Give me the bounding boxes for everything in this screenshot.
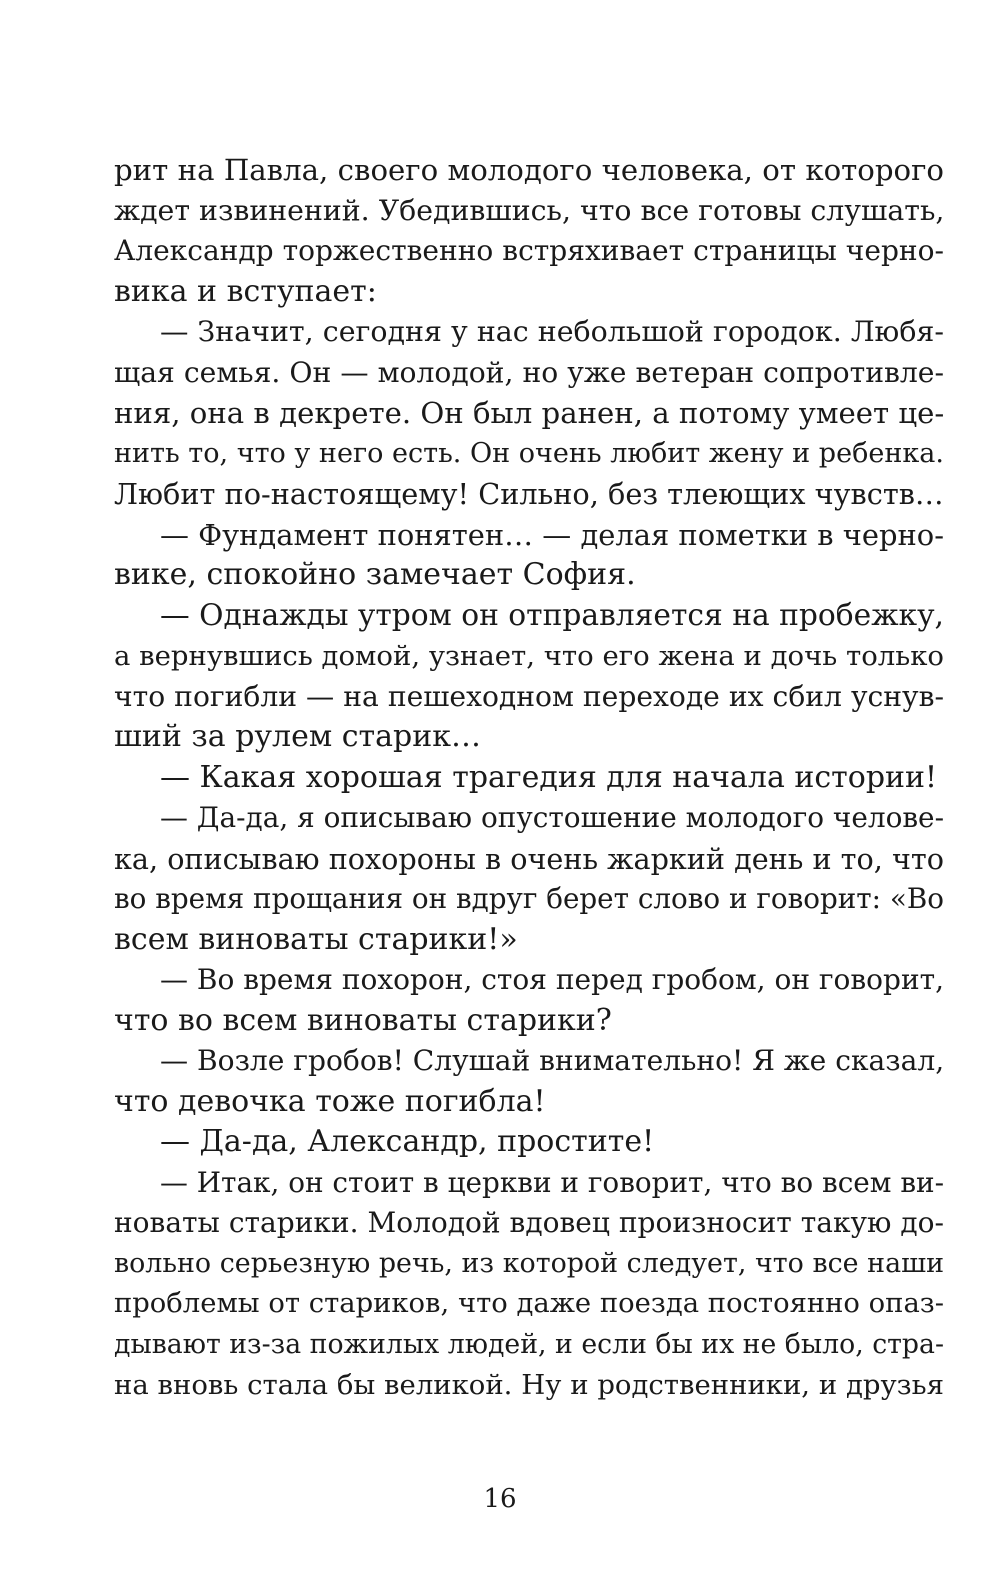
text-line: нить то, что у него есть. Он очень любит жену и ребенка.: [114, 437, 944, 469]
text-line: дывают из-за пожилых людей, и если бы их не было, стра-: [114, 1328, 944, 1360]
text-line: ка, описываю похороны в очень жаркий день и то, что: [114, 841, 944, 876]
text-line: а вернувшись домой, узнает, что его жена и дочь только: [114, 640, 944, 672]
text-line: — Да-да, я описываю опустошение молодого челове-: [160, 801, 944, 834]
text-line: новаты старики. Молодой вдовец произносит такую до-: [114, 1206, 944, 1239]
text-line: — Во время похорон, стоя перед гробом, он говорит,: [160, 963, 944, 996]
text-line: что во всем виноваты старики?: [114, 1002, 612, 1038]
text-line: — Итак, он стоит в церкви и говорит, что во всем ви-: [160, 1165, 944, 1199]
text-line: вольно серьезную речь, из которой следует, что все наши: [114, 1247, 944, 1279]
text-line: — Фундамент понятен… — делая пометки в черно-: [160, 517, 944, 552]
text-line: что девочка тоже погибла!: [114, 1083, 546, 1119]
text-line: ший за рулем старик…: [114, 719, 481, 754]
text-line: щая семья. Он — молодой, но уже ветеран сопротивле-: [114, 355, 944, 389]
text-line: проблемы от стариков, что даже поезда постоянно опаз-: [114, 1288, 944, 1319]
text-line: ния, она в декрете. Он был ранен, а потому умеет це-: [114, 396, 945, 430]
text-line: — Какая хорошая трагедия для начала истории!: [160, 759, 938, 795]
text-line: ждет извинений. Убедившись, что все готовы слушать,: [114, 193, 945, 227]
text-line: — Возле гробов! Слушай внимательно! Я же сказал,: [160, 1044, 945, 1077]
text-line: Любит по-настоящему! Сильно, без тлеющих чувств…: [114, 477, 944, 511]
text-line: — Значит, сегодня у нас небольшой городок. Любя-: [160, 315, 944, 348]
text-line: вике, спокойно замечает София.: [114, 557, 636, 592]
text-line: во время прощания он вдруг берет слово и говорит: «Во: [114, 882, 944, 915]
text-line: — Однажды утром он отправляется на пробежку,: [160, 597, 944, 633]
body-text: [114, 150, 944, 1406]
text-line: на вновь стала бы великой. Ну и родственники, и друзья: [114, 1369, 944, 1401]
text-line: Александр торжественно встряхивает страницы черно-: [114, 234, 944, 267]
page-number: 16: [483, 1484, 517, 1514]
text-line: рит на Павла, своего молодого человека, от которого: [114, 153, 944, 187]
text-line: всем виноваты старики!»: [114, 921, 518, 957]
text-line: — Да-да, Александр, простите!: [160, 1124, 655, 1159]
text-line: вика и вступает:: [114, 273, 377, 309]
text-line: что погибли — на пешеходном переходе их сбил уснув-: [114, 679, 944, 713]
